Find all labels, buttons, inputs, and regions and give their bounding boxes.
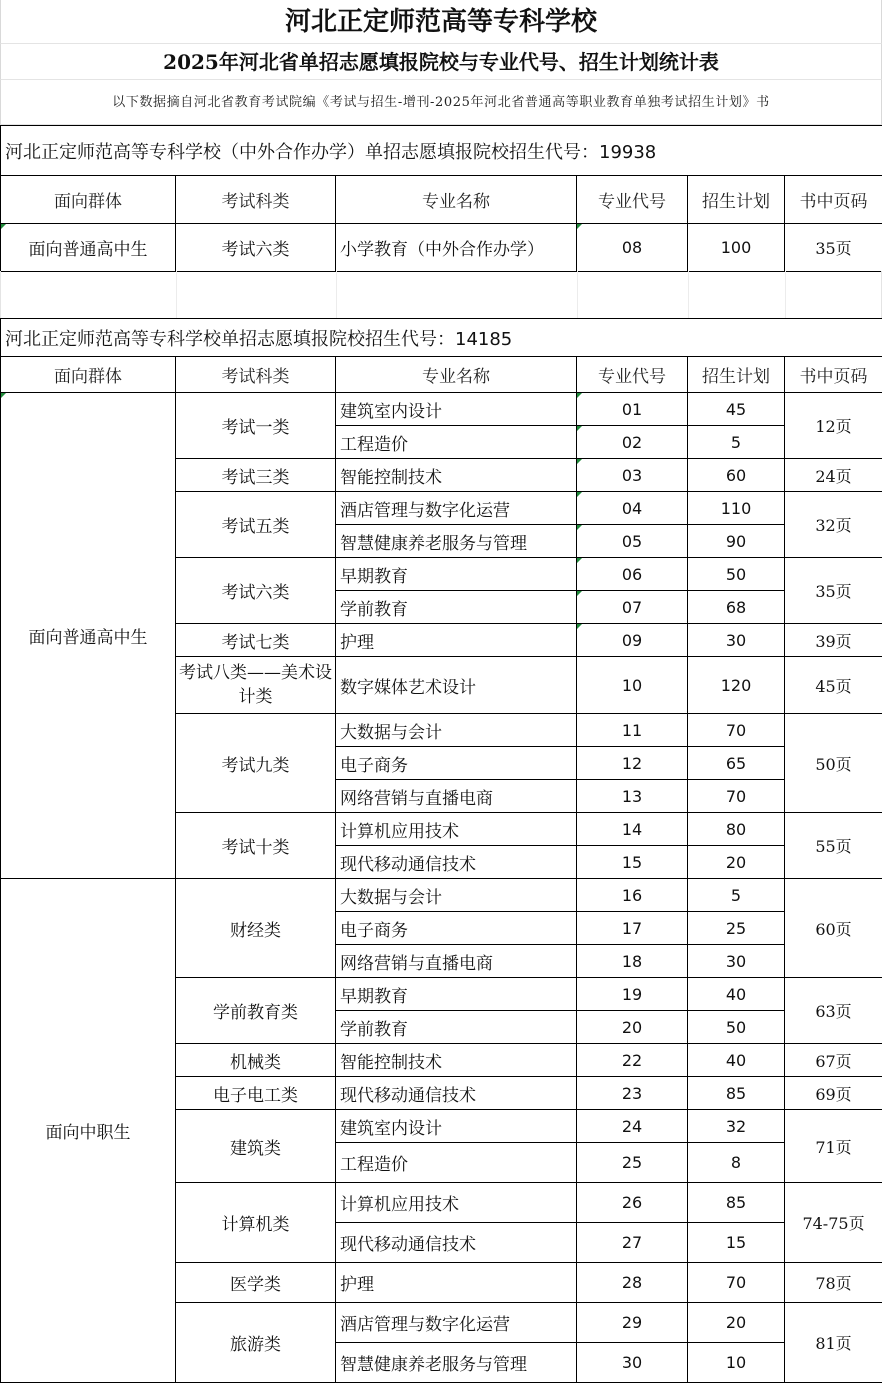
plan-cell: 60 bbox=[688, 459, 785, 492]
code-cell: 14 bbox=[577, 813, 688, 846]
major-cell: 计算机应用技术 bbox=[336, 813, 577, 846]
code-cell: 04 bbox=[577, 492, 688, 525]
code-cell: 09 bbox=[577, 624, 688, 657]
group-cell: 面向中职生 bbox=[1, 879, 176, 1383]
code-cell: 27 bbox=[577, 1223, 688, 1263]
page-cell: 50页 bbox=[785, 714, 882, 813]
code-cell: 28 bbox=[577, 1263, 688, 1303]
major-cell: 现代移动通信技术 bbox=[336, 1223, 577, 1263]
table-row bbox=[1, 879, 882, 912]
major-cell: 早期教育 bbox=[336, 558, 577, 591]
document-subtitle: 2025年河北省单招志愿填报院校与专业代号、招生计划统计表 bbox=[0, 44, 882, 80]
page-cell: 71页 bbox=[785, 1110, 882, 1183]
section-2-title: 河北正定师范高等专科学校单招志愿填报院校招生代号：14185 bbox=[1, 319, 882, 357]
group-cell: 面向普通高中生 bbox=[1, 393, 176, 879]
code-cell: 03 bbox=[577, 459, 688, 492]
table-section-2 bbox=[0, 318, 882, 1383]
page-cell: 35页 bbox=[785, 224, 882, 272]
category-cell: 考试七类 bbox=[176, 624, 336, 657]
header-group: 面向群体 bbox=[1, 176, 176, 224]
page-cell: 60页 bbox=[785, 879, 882, 978]
spacer-row bbox=[0, 271, 882, 318]
page-cell: 81页 bbox=[785, 1303, 882, 1383]
code-cell: 06 bbox=[577, 558, 688, 591]
major-cell: 现代移动通信技术 bbox=[336, 1077, 577, 1110]
plan-cell: 32 bbox=[688, 1110, 785, 1143]
page-cell: 63页 bbox=[785, 978, 882, 1044]
major-cell: 大数据与会计 bbox=[336, 879, 577, 912]
category-cell: 电子电工类 bbox=[176, 1077, 336, 1110]
category-cell: 旅游类 bbox=[176, 1303, 336, 1383]
major-cell: 建筑室内设计 bbox=[336, 393, 577, 426]
code-cell: 20 bbox=[577, 1011, 688, 1044]
code-cell: 13 bbox=[577, 780, 688, 813]
code-cell: 10 bbox=[577, 657, 688, 714]
plan-cell: 80 bbox=[688, 813, 785, 846]
plan-cell: 40 bbox=[688, 1044, 785, 1077]
major-cell: 工程造价 bbox=[336, 426, 577, 459]
header-page: 书中页码 bbox=[785, 176, 882, 224]
plan-cell: 45 bbox=[688, 393, 785, 426]
category-cell: 财经类 bbox=[176, 879, 336, 978]
major-cell: 智能控制技术 bbox=[336, 459, 577, 492]
major-cell: 建筑室内设计 bbox=[336, 1110, 577, 1143]
page-cell: 67页 bbox=[785, 1044, 882, 1077]
code-cell: 25 bbox=[577, 1143, 688, 1183]
plan-cell: 50 bbox=[688, 558, 785, 591]
page-cell: 69页 bbox=[785, 1077, 882, 1110]
page-cell: 24页 bbox=[785, 459, 882, 492]
major-cell: 酒店管理与数字化运营 bbox=[336, 1303, 577, 1343]
code-cell: 15 bbox=[577, 846, 688, 879]
plan-cell: 10 bbox=[688, 1343, 785, 1383]
plan-cell: 70 bbox=[688, 714, 785, 747]
plan-cell: 50 bbox=[688, 1011, 785, 1044]
plan-cell: 65 bbox=[688, 747, 785, 780]
page-cell: 39页 bbox=[785, 624, 882, 657]
code-cell: 18 bbox=[577, 945, 688, 978]
category-cell: 考试一类 bbox=[176, 393, 336, 459]
major-cell: 网络营销与直播电商 bbox=[336, 780, 577, 813]
major-cell: 学前教育 bbox=[336, 591, 577, 624]
page-cell: 12页 bbox=[785, 393, 882, 459]
header-plan: 招生计划 bbox=[688, 357, 785, 393]
plan-cell: 120 bbox=[688, 657, 785, 714]
plan-cell: 68 bbox=[688, 591, 785, 624]
category-cell: 建筑类 bbox=[176, 1110, 336, 1183]
plan-cell: 40 bbox=[688, 978, 785, 1011]
category-cell: 考试三类 bbox=[176, 459, 336, 492]
code-cell: 07 bbox=[577, 591, 688, 624]
category-cell: 医学类 bbox=[176, 1263, 336, 1303]
plan-cell: 85 bbox=[688, 1077, 785, 1110]
group-cell: 面向普通高中生 bbox=[1, 224, 176, 272]
code-cell: 30 bbox=[577, 1343, 688, 1383]
category-cell: 考试六类 bbox=[176, 224, 336, 272]
plan-cell: 30 bbox=[688, 624, 785, 657]
page-cell: 35页 bbox=[785, 558, 882, 624]
source-note: 以下数据摘自河北省教育考试院编《考试与招生-增刊-2025年河北省普通高等职业教育单独考试招生计划》书 bbox=[0, 80, 882, 125]
plan-cell: 85 bbox=[688, 1183, 785, 1223]
code-cell: 17 bbox=[577, 912, 688, 945]
major-cell: 网络营销与直播电商 bbox=[336, 945, 577, 978]
code-cell: 01 bbox=[577, 393, 688, 426]
plan-cell: 20 bbox=[688, 846, 785, 879]
major-cell: 大数据与会计 bbox=[336, 714, 577, 747]
major-cell: 小学教育（中外合作办学） bbox=[336, 224, 577, 272]
plan-cell: 8 bbox=[688, 1143, 785, 1183]
plan-cell: 70 bbox=[688, 780, 785, 813]
category-cell: 考试六类 bbox=[176, 558, 336, 624]
code-cell: 02 bbox=[577, 426, 688, 459]
major-cell: 电子商务 bbox=[336, 747, 577, 780]
header-page: 书中页码 bbox=[785, 357, 882, 393]
category-cell: 计算机类 bbox=[176, 1183, 336, 1263]
code-cell: 12 bbox=[577, 747, 688, 780]
code-cell: 16 bbox=[577, 879, 688, 912]
code-cell: 11 bbox=[577, 714, 688, 747]
category-cell: 考试九类 bbox=[176, 714, 336, 813]
code-cell: 19 bbox=[577, 978, 688, 1011]
major-cell: 计算机应用技术 bbox=[336, 1183, 577, 1223]
plan-cell: 90 bbox=[688, 525, 785, 558]
major-cell: 学前教育 bbox=[336, 1011, 577, 1044]
section-1-title: 河北正定师范高等专科学校（中外合作办学）单招志愿填报院校招生代号：19938 bbox=[1, 126, 882, 176]
document-title: 河北正定师范高等专科学校 bbox=[0, 0, 882, 44]
major-cell: 智慧健康养老服务与管理 bbox=[336, 1343, 577, 1383]
header-category: 考试科类 bbox=[176, 176, 336, 224]
major-cell: 现代移动通信技术 bbox=[336, 846, 577, 879]
code-cell: 23 bbox=[577, 1077, 688, 1110]
code-cell: 29 bbox=[577, 1303, 688, 1343]
plan-cell: 25 bbox=[688, 912, 785, 945]
plan-cell: 5 bbox=[688, 879, 785, 912]
plan-cell: 100 bbox=[688, 224, 785, 272]
page-cell: 78页 bbox=[785, 1263, 882, 1303]
page-cell: 32页 bbox=[785, 492, 882, 558]
header-group: 面向群体 bbox=[1, 357, 176, 393]
plan-cell: 110 bbox=[688, 492, 785, 525]
code-cell: 05 bbox=[577, 525, 688, 558]
major-cell: 酒店管理与数字化运营 bbox=[336, 492, 577, 525]
code-cell: 24 bbox=[577, 1110, 688, 1143]
major-cell: 早期教育 bbox=[336, 978, 577, 1011]
code-cell: 26 bbox=[577, 1183, 688, 1223]
category-cell: 考试五类 bbox=[176, 492, 336, 558]
category-cell: 机械类 bbox=[176, 1044, 336, 1077]
header-major: 专业名称 bbox=[336, 357, 577, 393]
code-cell: 22 bbox=[577, 1044, 688, 1077]
major-cell: 智慧健康养老服务与管理 bbox=[336, 525, 577, 558]
page-cell: 55页 bbox=[785, 813, 882, 879]
plan-cell: 20 bbox=[688, 1303, 785, 1343]
header-code: 专业代号 bbox=[577, 357, 688, 393]
major-cell: 工程造价 bbox=[336, 1143, 577, 1183]
major-cell: 智能控制技术 bbox=[336, 1044, 577, 1077]
plan-cell: 15 bbox=[688, 1223, 785, 1263]
table-row bbox=[1, 224, 882, 272]
code-cell: 08 bbox=[577, 224, 688, 272]
table-row bbox=[1, 393, 882, 426]
header-code: 专业代号 bbox=[577, 176, 688, 224]
major-cell: 护理 bbox=[336, 1263, 577, 1303]
header-major: 专业名称 bbox=[336, 176, 577, 224]
category-cell: 考试八类——美术设计类 bbox=[176, 657, 336, 714]
page-cell: 74-75页 bbox=[785, 1183, 882, 1263]
major-cell: 数字媒体艺术设计 bbox=[336, 657, 577, 714]
plan-cell: 30 bbox=[688, 945, 785, 978]
plan-cell: 70 bbox=[688, 1263, 785, 1303]
major-cell: 护理 bbox=[336, 624, 577, 657]
category-cell: 考试十类 bbox=[176, 813, 336, 879]
category-cell: 学前教育类 bbox=[176, 978, 336, 1044]
major-cell: 电子商务 bbox=[336, 912, 577, 945]
header-category: 考试科类 bbox=[176, 357, 336, 393]
header-plan: 招生计划 bbox=[688, 176, 785, 224]
page-cell: 45页 bbox=[785, 657, 882, 714]
table-section-1 bbox=[0, 125, 882, 272]
plan-cell: 5 bbox=[688, 426, 785, 459]
